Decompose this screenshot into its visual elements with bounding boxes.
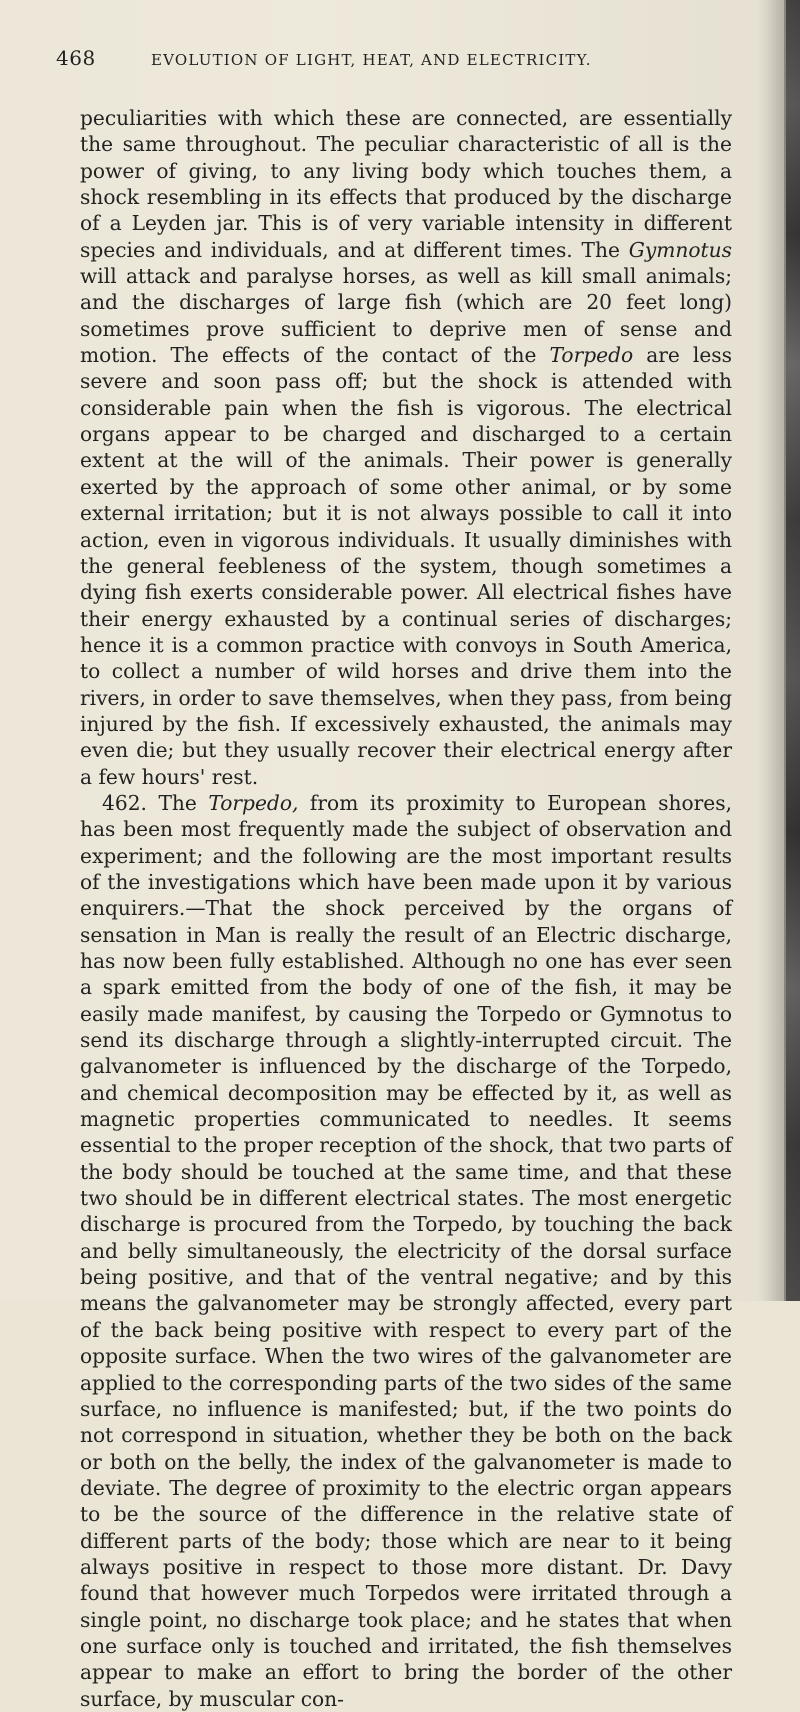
gymnotus-italic: Gymnotus — [628, 237, 732, 262]
torpedo-italic: Torpedo — [549, 343, 634, 368]
section-number: 462. — [102, 790, 147, 815]
paragraph-1-text-3: are less severe and soon pass off; but the shock is attended with considerable pain when the fish is vigorous. The electrical organs appear to be charged and discharged to a certain extent at the will of the animals. Their power is generally exerted by the approach of some other animal, or by some external irritation; but it is not always possible to call it into action, even in vigorous individuals. It usually diminishes with the general feebleness of the system, though sometimes a dying fish exerts considerable power. All electrical fishes have their energy exhausted by a continual series of discharges; hence it is a common practice with convoys in South America, to collect a number of wild horses and drive them into the rivers, in order to save themselves, when they pass, from being injured by the fish. If excessively exhausted, the animals may even die; but they usually recover their electrical energy after a few hours' rest. — [80, 343, 733, 789]
page-number: 468 — [56, 46, 96, 70]
paragraph-1-text-1: peculiarities with which these are connected, are essentially the same throughout. The peculiar characteristic of all is the power of giving, to any living body which touches them, a shock resembling in its effects that produced by the discharge of a Leyden jar. This is of very variable intensity in different species and individuals, and at different times. The — [80, 106, 732, 262]
paragraph-1 — [80, 105, 732, 790]
paragraph-2 — [80, 790, 732, 1712]
paragraph-1-text-2: will attack and paralyse horses, as well as kill small animals; and the discharges of large fish (which are 20 feet long) sometimes prove sufficient to deprive men of sense and motion. The effects of the contact of the — [80, 264, 732, 368]
paragraph-2-text-1: The — [146, 790, 209, 815]
running-head: EVOLUTION OF LIGHT, HEAT, AND ELECTRICITY. — [151, 51, 592, 69]
page-header — [56, 46, 746, 82]
torpedo-section-italic: Torpedo, — [208, 790, 299, 815]
paragraph-2-text-2: from its proximity to European shores, has been most frequently made the subject of observation and experiment; and the following are the most important results of the investigations which have been made upon it by various enquirers.—That the shock perceived by the organs of sensation in Man is really the result of an Electric discharge, has now been fully established. Although no one has ever seen a spark emitted from the body of one of the fish, it may be easily made manifest, by causing the Torpedo or Gymnotus to send its discharge through a slightly-interrupted circuit. The galvanometer is influenced by the discharge of the Torpedo, and chemical decomposition may be effected by it, as well as magnetic properties communicated to needles. It seems essential to the proper reception of the shock, that two parts of the body should be touched at the same time, and that these two should be in different electrical states. The most energetic discharge is procured from the Torpedo, by touching the back and belly simultaneously, the electricity of the dorsal surface being positive, and that of the ventral negative; and by this means the galvanometer may be strongly affected, every part of the back being positive with respect to every part of the opposite surface. When the two wires of the galvanometer are applied to the corresponding parts of the two sides of the same surface, no influence is manifested; but, if the two points do not correspond in situation, whether they be both on the back or both on the belly, the index of the galvanometer is made to deviate. The degree of proximity to the electric organ appears to be the source of the difference in the relative state of different parts of the body; those which are near to it being always positive in respect to those more distant. Dr. Davy found that however much Torpedos were irritated through a single point, no discharge took place; and he states that when one surface only is touched and irritated, the fish themselves appear to make an effort to bring the border of the other surface, by muscular con- — [80, 790, 733, 1711]
body-text — [80, 105, 732, 1712]
binding-strip — [786, 0, 800, 1301]
